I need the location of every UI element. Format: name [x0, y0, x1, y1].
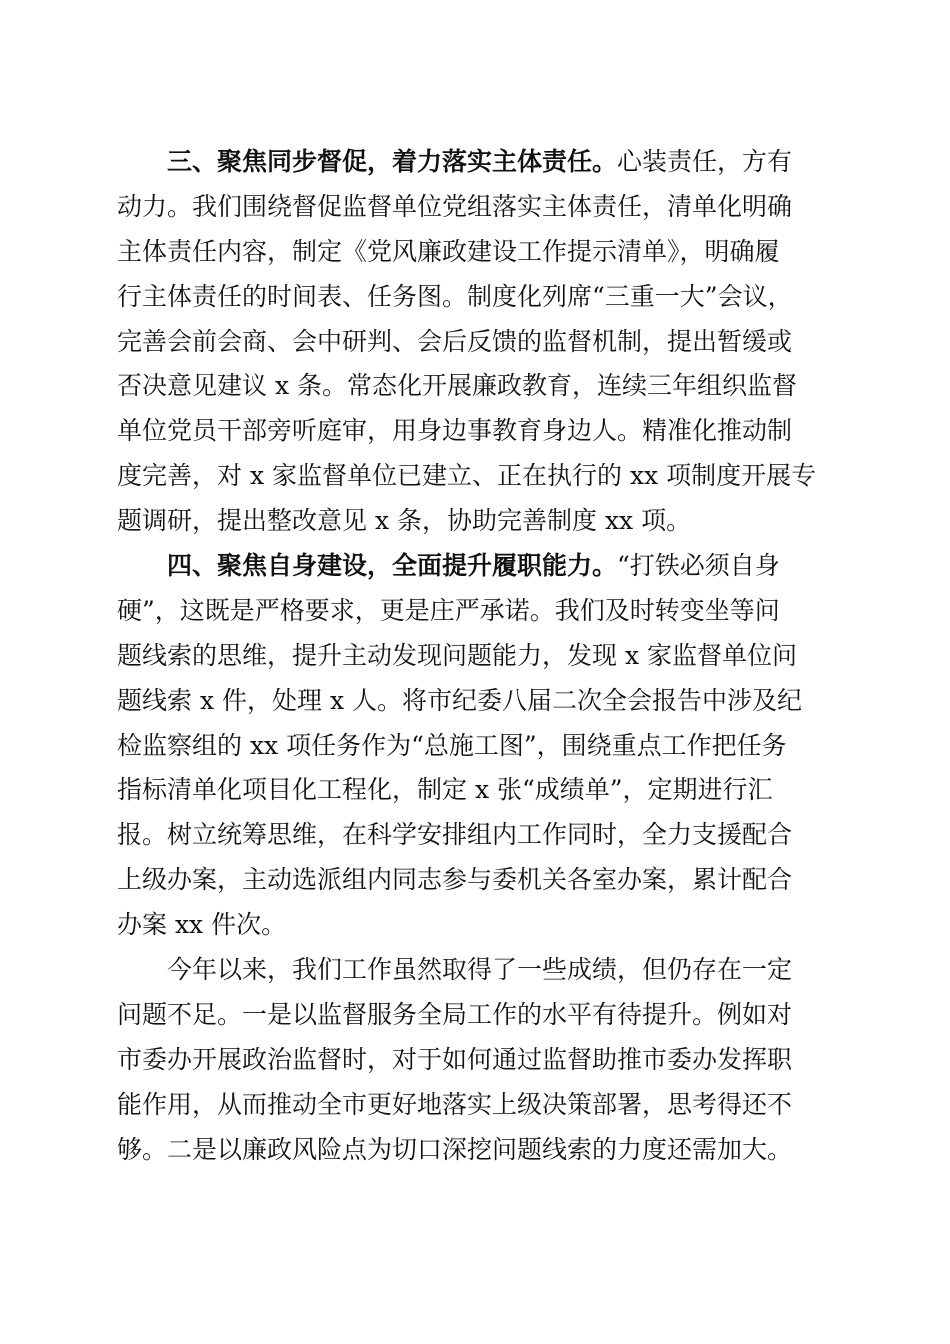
- paragraph-3-line-5: 够。二是以廉政风险点为切口深挖问题线索的力度还需加大。: [117, 1134, 793, 1164]
- paragraph-1-line-1: 三、聚焦同步督促，着力落实主体责任。心装责任，方有: [167, 147, 793, 176]
- paragraph-2-line-4: 题线索 x 件，处理 x 人。将市纪委八届二次全会报告中涉及纪: [117, 685, 802, 715]
- section-four-heading: 四、聚焦自身建设，全面提升履职能力。: [167, 551, 618, 581]
- paragraph-3-line-3: 市委办开展政治监督时，对于如何通过监督助推市委办发挥职: [117, 1044, 793, 1074]
- paragraph-2-line-1: 四、聚焦自身建设，全面提升履职能力。“打铁必须自身: [167, 551, 780, 581]
- paragraph-2-line-7: 报。树立统筹思维，在科学安排组内工作同时，全力支援配合: [117, 820, 793, 850]
- paragraph-2-line-6: 指标清单化项目化工程化，制定 x 张“成绩单”，定期进行汇: [117, 775, 773, 805]
- paragraph-1-line-5: 完善会前会商、会中研判、会后反馈的监督机制，提出暂缓或: [117, 326, 793, 356]
- paragraph-1-line-8: 度完善，对 x 家监督单位已建立、正在执行的 xx 项制度开展专: [117, 461, 817, 491]
- document-body: [117, 140, 837, 1172]
- section-three-heading: 三、聚焦同步督促，着力落实主体责任。: [167, 147, 618, 176]
- paragraph-1-line-2: 动力。我们围绕督促监督单位党组落实主体责任，清单化明确: [117, 191, 793, 221]
- paragraph-2-line-9: 办案 xx 件次。: [117, 910, 287, 940]
- paragraph-1-line-6: 否决意见建议 x 条。常态化开展廉政教育，连续三年组织监督: [117, 371, 797, 401]
- paragraph-1-line-7: 单位党员干部旁听庭审，用身边事教育身边人。精准化推动制: [117, 416, 793, 446]
- paragraph-2-line-2: 硬”，这既是严格要求，更是庄严承诺。我们及时转变坐等问: [117, 595, 780, 625]
- paragraph-1-line-9: 题调研，提出整改意见 x 条，协助完善制度 xx 项。: [117, 506, 692, 536]
- paragraph-3-line-2: 问题不足。一是以监督服务全局工作的水平有待提升。例如对: [117, 999, 793, 1029]
- paragraph-1-line-4: 行主体责任的时间表、任务图。制度化列席“三重一大”会议，: [117, 281, 793, 311]
- paragraph-3-line-4: 能作用，从而推动全市更好地落实上级决策部署，思考得还不: [117, 1089, 793, 1119]
- paragraph-2-line-8: 上级办案，主动选派组内同志参与委机关各室办案，累计配合: [117, 865, 793, 895]
- paragraph-3-line-1: 今年以来，我们工作虽然取得了一些成绩，但仍存在一定: [167, 955, 793, 985]
- paragraph-2-line-3: 题线索的思维，提升主动发现问题能力，发现 x 家监督单位问: [117, 640, 797, 670]
- paragraph-2-line-5: 检监察组的 xx 项任务作为“总施工图”，围绕重点工作把任务: [117, 730, 787, 760]
- paragraph-1-line-3: 主体责任内容，制定《党风廉政建设工作提示清单》，明确履: [117, 236, 780, 266]
